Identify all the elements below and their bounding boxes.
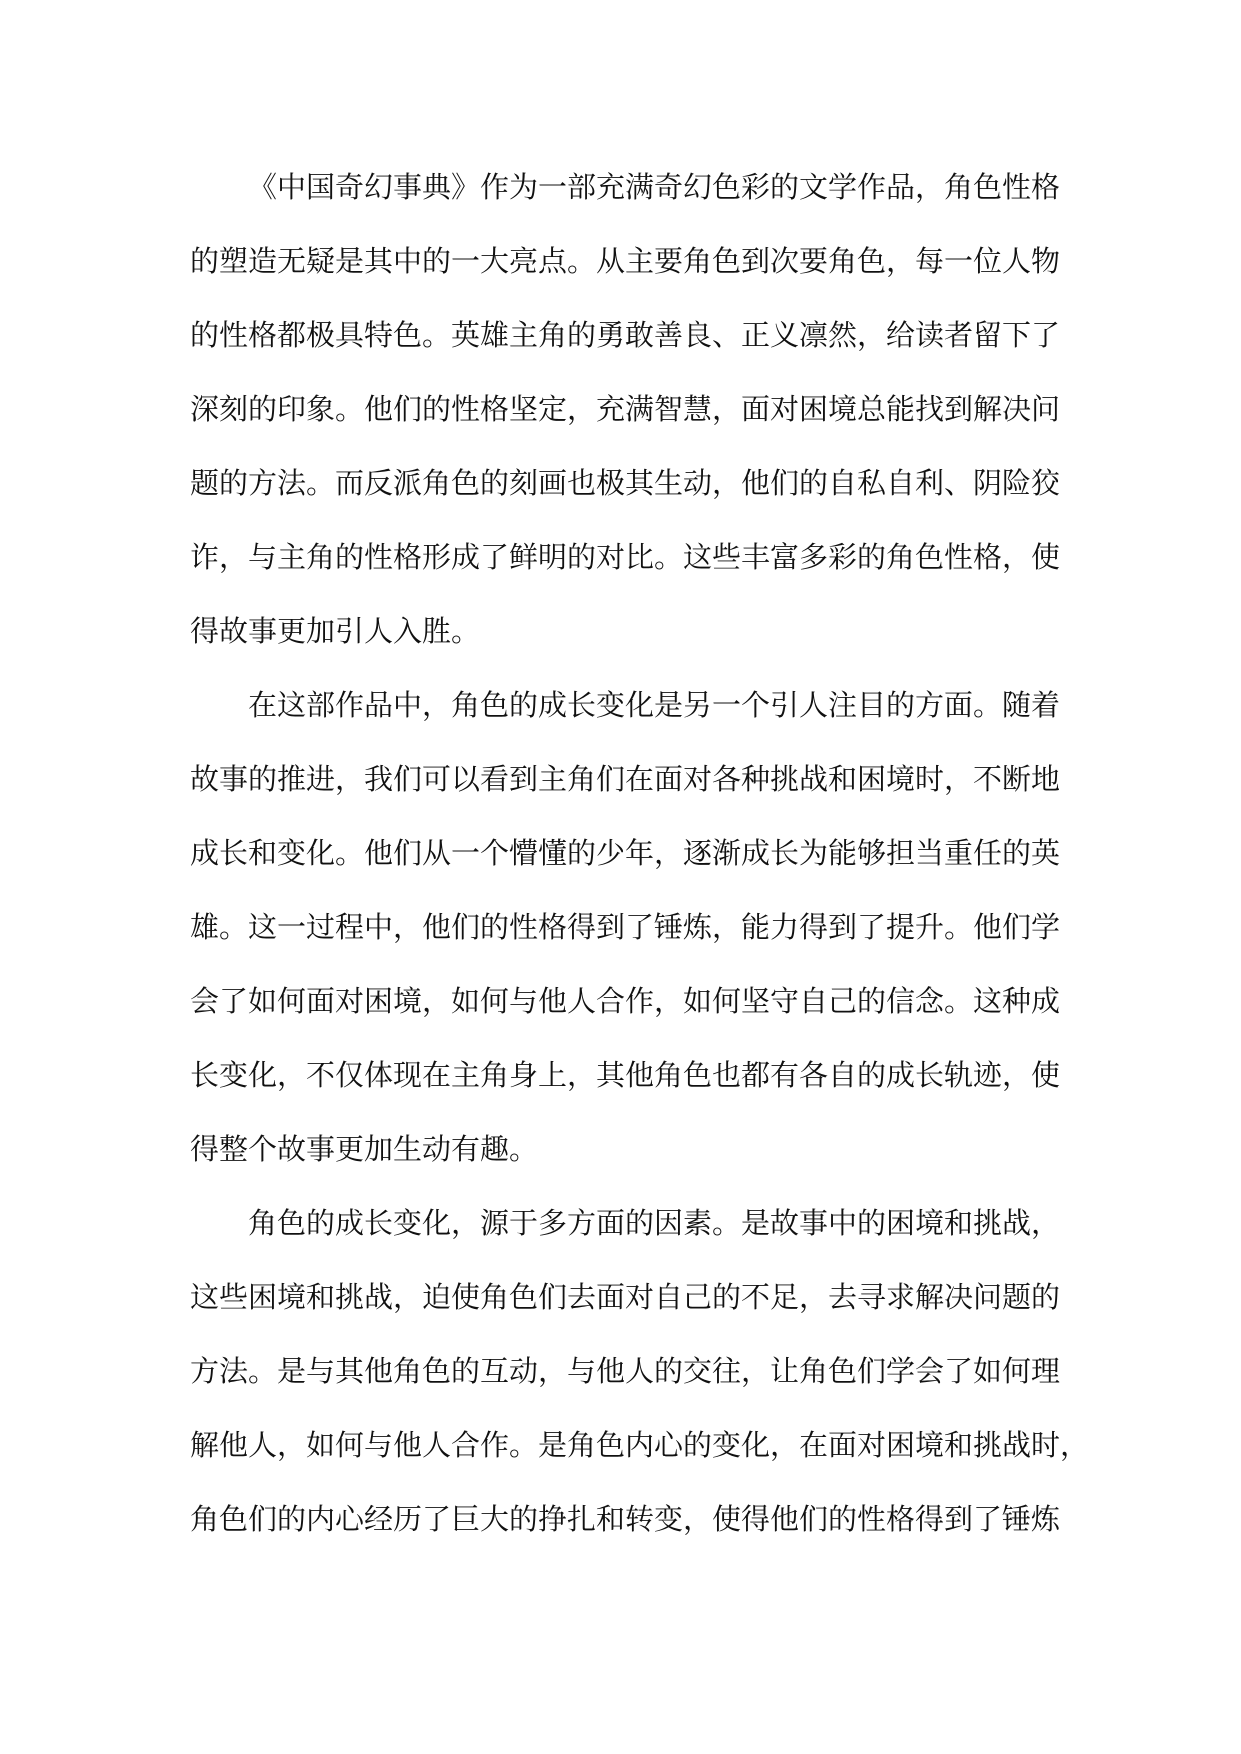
text-line: 角色的成长变化，源于多方面的因素。是故事中的困境和挑战， xyxy=(248,1206,1061,1240)
text-line: 《中国奇幻事典》作为一部充满奇幻色彩的文学作品，角色性格 xyxy=(248,170,1061,204)
paragraph-3 xyxy=(190,1186,1090,1556)
text-line: 长变化，不仅体现在主角身上，其他角色也都有各自的成长轨迹，使 xyxy=(190,1058,1061,1092)
paragraph-1 xyxy=(190,150,1061,668)
text-line: 方法。是与其他角色的互动，与他人的交往，让角色们学会了如何理 xyxy=(190,1354,1061,1388)
text-line: 故事的推进，我们可以看到主角们在面对各种挑战和困境时，不断地 xyxy=(190,762,1061,796)
text-line: 得整个故事更加生动有趣。 xyxy=(190,1132,539,1166)
text-line: 角色们的内心经历了巨大的挣扎和转变，使得他们的性格得到了锤炼 xyxy=(190,1502,1061,1536)
text-line: 的性格都极具特色。英雄主角的勇敢善良、正义凛然，给读者留下了 xyxy=(190,318,1061,352)
text-line: 得故事更加引人入胜。 xyxy=(190,614,481,648)
text-line: 解他人，如何与他人合作。是角色内心的变化，在面对困境和挑战时， xyxy=(190,1428,1090,1462)
document-body xyxy=(190,150,1090,1556)
text-line: 会了如何面对困境，如何与他人合作，如何坚守自己的信念。这种成 xyxy=(190,984,1061,1018)
text-line: 题的方法。而反派角色的刻画也极其生动，他们的自私自利、阴险狡 xyxy=(190,466,1061,500)
text-line: 这些困境和挑战，迫使角色们去面对自己的不足，去寻求解决问题的 xyxy=(190,1280,1061,1314)
text-line: 在这部作品中，角色的成长变化是另一个引人注目的方面。随着 xyxy=(248,688,1061,722)
text-line: 成长和变化。他们从一个懵懂的少年，逐渐成长为能够担当重任的英 xyxy=(190,836,1061,870)
text-line: 诈，与主角的性格形成了鲜明的对比。这些丰富多彩的角色性格，使 xyxy=(190,540,1061,574)
text-line: 的塑造无疑是其中的一大亮点。从主要角色到次要角色，每一位人物 xyxy=(190,244,1061,278)
paragraph-2 xyxy=(190,668,1061,1186)
text-line: 雄。这一过程中，他们的性格得到了锤炼，能力得到了提升。他们学 xyxy=(190,910,1061,944)
text-line: 深刻的印象。他们的性格坚定，充满智慧，面对困境总能找到解决问 xyxy=(190,392,1061,426)
